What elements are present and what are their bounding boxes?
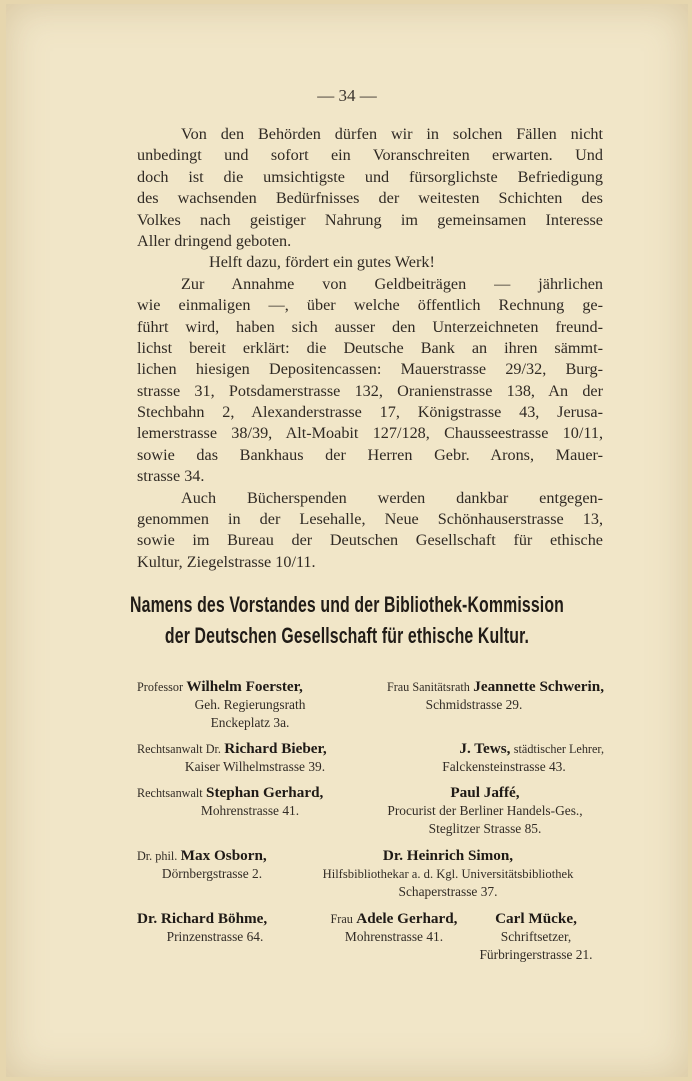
signatory-detail: Geh. Regierungsrath bbox=[194, 697, 306, 712]
signatory-detail: Steglitzer Strasse 85. bbox=[428, 821, 542, 836]
text-line: lichst bereit erklärt: die Deutsche Bank an ihren sämmt- bbox=[137, 338, 603, 357]
text-line: sowie im Bureau der Deutschen Gesellschaft für ethische bbox=[137, 531, 603, 550]
text-line: doch ist die umsichtigste und fürsorglichste Befriedigung bbox=[137, 167, 603, 186]
body-text bbox=[137, 124, 603, 573]
signatory-tews bbox=[404, 740, 604, 776]
signature-heading bbox=[6, 589, 688, 651]
signatory-name: Dr. Heinrich Simon, bbox=[382, 847, 514, 864]
signatory-detail: Falckensteinstrasse 43. bbox=[442, 759, 566, 774]
signatory-osborn bbox=[137, 847, 287, 883]
text-line: Volkes nach geistiger Nahrung im gemeinsamen Interesse bbox=[137, 210, 603, 229]
signatory-title: städtischer Lehrer, bbox=[513, 742, 604, 756]
signatory-detail: Kaiser Wilhelmstrasse 39. bbox=[184, 759, 326, 774]
document-page bbox=[6, 4, 688, 1077]
signatory-title: Frau Sanitätsrath bbox=[386, 680, 470, 694]
signatory-detail: Procurist der Berliner Handels-Ges., bbox=[387, 803, 583, 818]
signatory-title: Dr. phil. bbox=[137, 849, 178, 863]
text-line: Kultur, Ziegelstrasse 10/11. bbox=[137, 552, 316, 571]
text-line: Zur Annahme von Geldbeiträgen — jährlichen bbox=[181, 274, 603, 293]
signatory-name: Jeannette Schwerin, bbox=[473, 678, 604, 695]
signatory-title: Frau bbox=[330, 912, 353, 926]
text-line: Aller dringend geboten. bbox=[137, 231, 292, 250]
signatory-gerhard-adele bbox=[314, 910, 474, 946]
text-line: genommen in der Lesehalle, Neue Schönhauserstrasse 13, bbox=[137, 510, 603, 529]
signatory-name: Dr. Richard Böhme, bbox=[137, 910, 268, 927]
signatory-detail: Schaperstrasse 37. bbox=[398, 884, 498, 899]
signatory-detail: Mohrenstrasse 41. bbox=[344, 929, 444, 944]
signatory-name: Richard Bieber, bbox=[224, 740, 327, 757]
text-line: des wachsenden Bedürfnisses der weitesten Schichten des bbox=[137, 189, 603, 208]
signatory-detail: Enckeplatz 3a. bbox=[210, 715, 290, 730]
text-line: lichen hiesigen Depositencassen: Mauerstrasse 29/32, Burg- bbox=[137, 360, 603, 379]
signatory-title: Professor bbox=[137, 680, 184, 694]
signatory-detail: Hilfsbibliothekar a. d. Kgl. Universitätsbibliothek bbox=[322, 867, 574, 881]
text-line: unbedingt und sofort ein Voranschreiten erwarten. Und bbox=[137, 146, 603, 165]
heading-line-1: Namens des Vorstandes und der Bibliothek-Kommission bbox=[130, 592, 564, 617]
signatory-schwerin bbox=[344, 678, 604, 714]
signatory-simon bbox=[290, 847, 606, 901]
signatory-detail: Mohrenstrasse 41. bbox=[200, 803, 300, 818]
text-line: strasse 31, Potsdamerstrasse 132, Oranienstrasse 138, An der bbox=[137, 381, 603, 400]
signatory-title: Rechtsanwalt Dr. bbox=[137, 742, 221, 756]
signatory-detail: Schmidstrasse 29. bbox=[425, 697, 523, 712]
signatory-name: Paul Jaffé, bbox=[450, 784, 520, 801]
signatory-name: Adele Gerhard, bbox=[356, 910, 458, 927]
signatory-boehme bbox=[137, 910, 293, 946]
text-line: Helft dazu, fördert ein gutes Werk! bbox=[209, 253, 435, 272]
signatory-jaffe bbox=[366, 784, 604, 838]
signatory-detail: Dörnbergstrasse 2. bbox=[161, 866, 263, 881]
text-line: Auch Bücherspenden werden dankbar entgegen- bbox=[181, 488, 603, 507]
text-line: wie einmaligen —, über welche öffentlich Rechnung ge- bbox=[137, 296, 603, 315]
text-line: strasse 34. bbox=[137, 467, 205, 486]
signatory-name: Wilhelm Foerster, bbox=[186, 678, 303, 695]
signatory-name: J. Tews, bbox=[459, 740, 511, 757]
signatory-detail: Schriftsetzer, bbox=[500, 929, 572, 944]
text-line: führt wird, haben sich ausser den Unterzeichneten freund- bbox=[137, 317, 603, 336]
heading-line-2: der Deutschen Gesellschaft für ethische Kultur. bbox=[164, 623, 530, 648]
text-line: sowie das Bankhaus der Herren Gebr. Arons, Mauer- bbox=[137, 445, 603, 464]
signatory-name: Carl Mücke, bbox=[495, 910, 577, 927]
signatory-detail: Prinzenstrasse 64. bbox=[166, 929, 264, 944]
signatory-name: Max Osborn, bbox=[180, 847, 267, 864]
signatory-title: Rechtsanwalt bbox=[137, 786, 203, 800]
signatory-foerster bbox=[137, 678, 363, 732]
text-line: Von den Behörden dürfen wir in solchen Fällen nicht bbox=[181, 125, 603, 143]
page-number: — 34 — bbox=[317, 86, 377, 105]
signatory-gerhard-stephan bbox=[137, 784, 363, 820]
signatory-muecke bbox=[468, 910, 604, 964]
signatory-bieber bbox=[137, 740, 373, 776]
signatory-name: Stephan Gerhard, bbox=[206, 784, 324, 801]
text-line: lemerstrasse 38/39, Alt-Moabit 127/128, Chausseestrasse 10/11, bbox=[137, 424, 603, 443]
text-line: Stechbahn 2, Alexanderstrasse 17, Königstrasse 43, Jerusa- bbox=[137, 403, 603, 422]
signatory-detail: Fürbringerstrasse 21. bbox=[479, 947, 593, 962]
